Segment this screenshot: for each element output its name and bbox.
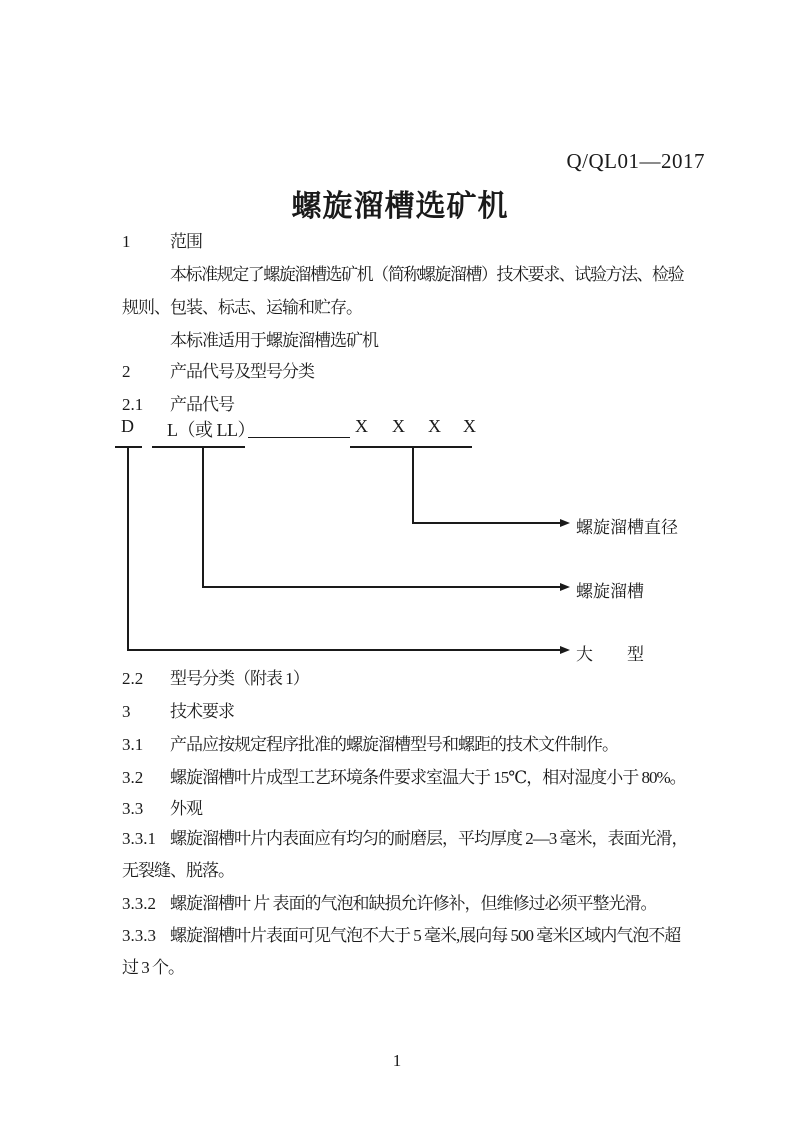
clause-text: 技术要求 [170,702,234,721]
arrow-line-chute [202,586,562,588]
clause-3-2 [122,767,686,789]
heading-1-scope [122,231,202,253]
label-spiral-chute: 螺旋溜槽 [576,582,644,601]
para-scope-line-3: 本标准适用于螺旋溜槽选矿机 [170,331,378,350]
clause-3-3-2 [122,893,657,915]
code-letter-d: D [121,416,134,436]
para-scope-line-1: 本标准规定了螺旋溜槽选矿机（简称螺旋溜槽）技术要求、试验方法、检验 [170,265,684,284]
code-letter-l: L（或 LL） [167,420,255,440]
clause-text: 螺旋溜槽叶片表面可见气泡不大于 5 毫米,展向每 500 毫米区域内气泡不超 [170,926,681,945]
clause-3-3-3-cont: 过 3 个。 [122,958,184,977]
arrowhead-diameter-icon [560,519,570,527]
clause-number: 3.2 [122,768,144,787]
clause-number: 3.3.1 [122,829,156,848]
code-blank-line [248,437,350,438]
clause-text: 螺旋溜槽叶片内表面应有均匀的耐磨层，平均厚度 2—3 毫米，表面光滑， [170,829,688,848]
para-scope-line-2: 规则、包装、标志、运输和贮存。 [122,298,362,317]
clause-text: 型号分类（附表 1） [170,669,309,688]
clause-number: 3 [122,702,131,721]
clause-number: 3.1 [122,735,144,754]
clause-3-1 [122,734,618,756]
code-x4: X [463,416,476,436]
document-title: 螺旋溜槽选矿机 [291,190,509,223]
clause-text: 螺旋溜槽叶 片 表面的气泡和缺损允许修补，但维修过必须平整光滑。 [170,894,657,913]
page-number: 1 [392,1051,402,1070]
clause-3-3-3 [122,925,680,947]
label-large-type: 大 型 [576,645,644,664]
clause-text: 外观 [170,799,202,818]
heading-3-3-appearance [122,798,202,820]
arrow-line-diameter [412,522,562,524]
code-x2: X [392,416,405,436]
heading-3-tech-req [122,701,234,723]
clause-number: 3.3.3 [122,926,156,945]
heading-2-1-product-code [122,394,234,416]
clause-text: 螺旋溜槽叶片成型工艺环境条件要求室温大于 15℃，相对湿度小于 80%。 [170,768,686,787]
arrow-line-large [127,649,562,651]
arrowhead-large-icon [560,646,570,654]
clause-text: 产品代号 [170,395,234,414]
label-chute-diameter: 螺旋溜槽直径 [576,518,678,537]
clause-number: 1 [122,232,131,251]
heading-2-product-code [122,361,314,383]
stem-chute [202,446,204,587]
underline-l-group [152,446,245,448]
code-x3: X [428,416,441,436]
clause-number: 2.2 [122,669,144,688]
stem-diameter [412,446,414,523]
heading-2-2-model-class [122,668,309,690]
clause-number: 3.3 [122,799,144,818]
arrowhead-chute-icon [560,583,570,591]
clause-text: 产品应按规定程序批准的螺旋溜槽型号和螺距的技术文件制作。 [170,735,618,754]
clause-number: 2 [122,362,131,381]
underline-x-group [350,446,472,448]
code-x1: X [355,416,368,436]
clause-text: 范围 [170,232,202,251]
clause-3-3-1-cont: 无裂缝、脱落。 [122,861,234,880]
clause-text: 产品代号及型号分类 [170,362,314,381]
clause-3-3-1 [122,828,688,850]
standard-code: Q/QL01—2017 [566,149,705,173]
stem-large-type [127,446,129,650]
clause-number: 2.1 [122,395,144,414]
clause-number: 3.3.2 [122,894,156,913]
